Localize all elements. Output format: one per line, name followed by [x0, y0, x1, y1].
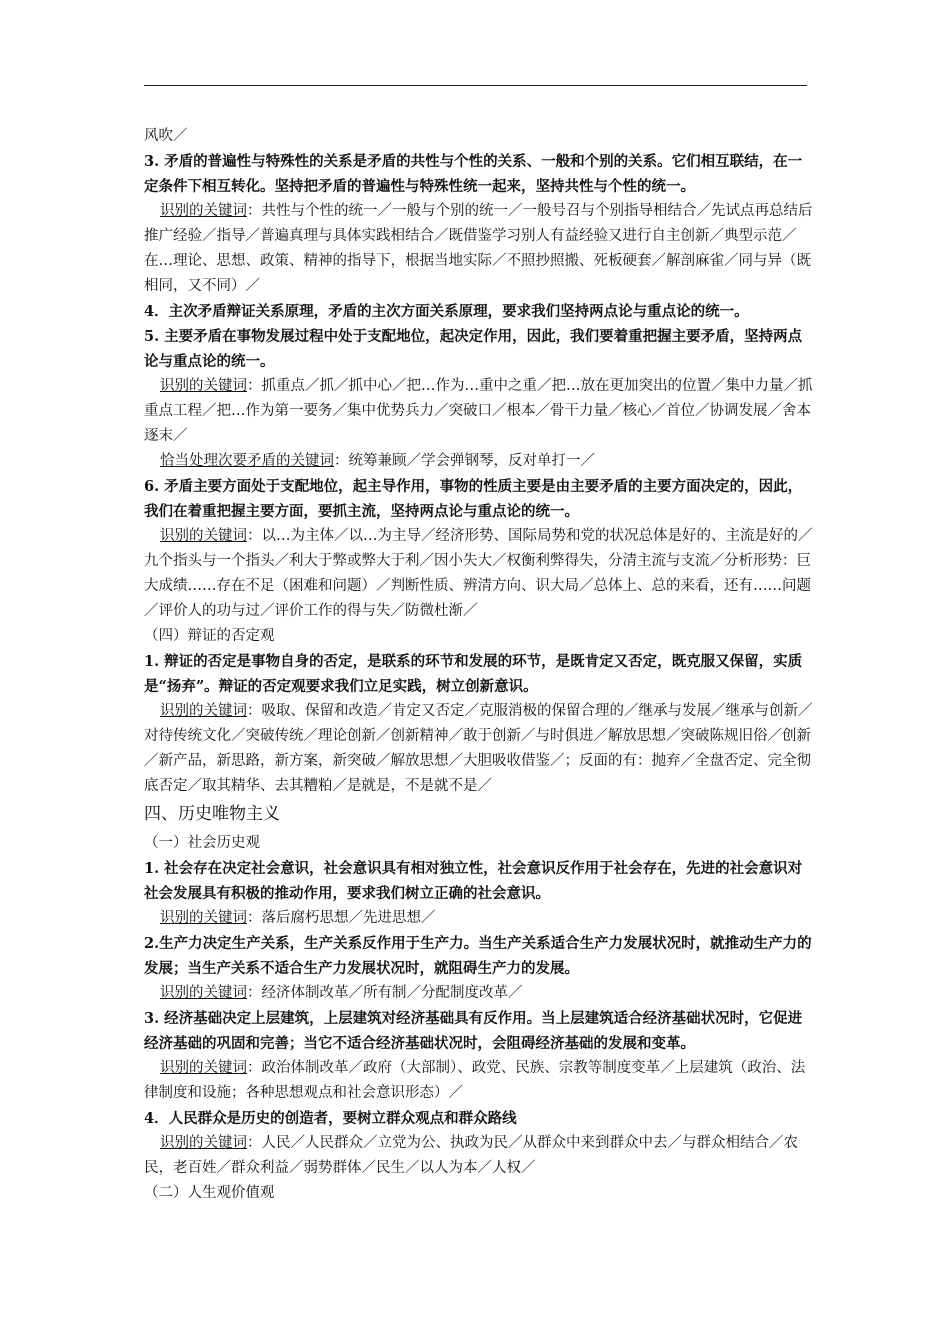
keyword-list: ：统筹兼顾／学会弹钢琴，反对单打一／ [334, 453, 595, 469]
principle-paragraph: 4．人民群众是历史的创造者，要树立群众观点和群众路线 [144, 1110, 517, 1127]
keyword-paragraph [144, 374, 816, 449]
keyword-paragraph [144, 1131, 816, 1181]
principle-paragraph: 2.生产力决定生产关系，生产关系反作用于生产力。当生产关系适合生产力发展状况时，就推动生产力的发展；当生产关系不适合生产力发展状况时，就阻碍生产力的发展。 [144, 935, 812, 977]
keyword-list: ：人民／人民群众／立党为公、执政为民／从群众中来到群众中去／与群众相结合／农民，老百姓／群众利益／弱势群体／民生／以人为本／人权／ [144, 1135, 798, 1176]
principle-paragraph: 6. 矛盾主要方面处于支配地位，起主导作用，事物的性质主要是由主要矛盾的主要方面决定的，因此，我们在着重把握主要方面，要抓主流，坚持两点论与重点论的统一。 [144, 478, 803, 520]
keyword-list: ：抓重点／抓／抓中心／把…作为…重中之重／把…放在更加突出的位置／集中力量／抓重点工程／把…作为第一要务／集中优势兵力／突破口／根本／骨干力量／核心／首位／协调发展／舍本逐末／ [144, 378, 813, 444]
keyword-label: 识别的关键词 [160, 203, 247, 219]
keyword-list: ：吸取、保留和改造／肯定又否定／克服消极的保留合理的／继承与发展／继承与创新／对待传统文化／突破传统／理论创新／创新精神／敢于创新／与时俱进／解放思想／突破陈规旧俗／创新／新产品，新思路，新方案，新突破／解放思想／大胆吸收借鉴／；反面的有：抛弃／全盘否定、完全彻底否定／取其精华、去其糟粕／是就是，不是就不是／ [144, 703, 813, 794]
principle-paragraph: 4．主次矛盾辩证关系原理，矛盾的主次方面关系原理，要求我们坚持两点论与重点论的统一。 [144, 303, 749, 320]
keyword-list: ：共性与个性的统一／一般与个别的统一／一般号召与个别指导相结合／先试点再总结后推广经验／指导／普遍真理与具体实践相结合／既借鉴学习别人有益经验又进行自主创新／典型示范／在…理论、思想、政策、精神的指导下，根据当地实际／不照抄照搬、死板硬套／解剖麻雀／同与异（既相同，又不同）／ [144, 203, 813, 294]
keyword-paragraph [144, 199, 816, 299]
principle-paragraph: 1. 辩证的否定是事物自身的否定，是联系的环节和发展的环节，是既肯定又否定，既克服又保留，实质是“扬弃”。辩证的否定观要求我们立足实践，树立创新意识。 [144, 653, 803, 695]
keyword-label: 识别的关键词 [160, 985, 247, 1001]
keyword-label: 识别的关键词 [160, 1060, 247, 1076]
keyword-list: ：落后腐朽思想／先进思想／ [247, 910, 436, 926]
principle-paragraph: 5. 主要矛盾在事物发展过程中处于支配地位，起决定作用，因此，我们要着重把握主要矛盾，坚持两点论与重点论的统一。 [144, 328, 803, 370]
keyword-label: 识别的关键词 [160, 378, 247, 394]
keyword-paragraph [144, 1056, 816, 1106]
section-heading: （一）社会历史观 [144, 835, 260, 851]
keyword-paragraph [144, 699, 816, 799]
keyword-paragraph [144, 449, 816, 474]
text-paragraph: 风吹／ [144, 128, 188, 144]
keyword-label: 识别的关键词 [160, 703, 247, 719]
keyword-paragraph [144, 981, 816, 1006]
keyword-list: ：以…为主体／以…为主导／经济形势、国际局势和党的状况总体是好的、主流是好的／九个指头与一个指头／利大于弊或弊大于利／因小失大／权衡利弊得失，分清主流与支流／分析形势：巨大成绩……存在不足（困难和问题）／判断性质、辨清方向、识大局／总体上、总的来看，还有……问题／评价人的功与过／评价工作的得与失／防微杜渐／ [144, 528, 813, 619]
chapter-heading: 四、历史唯物主义 [144, 804, 280, 824]
keyword-label: 识别的关键词 [160, 1135, 247, 1151]
header-rule [144, 85, 807, 86]
keyword-label: 识别的关键词 [160, 910, 247, 926]
keyword-paragraph [144, 524, 816, 624]
keyword-paragraph [144, 906, 816, 931]
keyword-list: ：经济体制改革／所有制／分配制度改革／ [247, 985, 523, 1001]
document-body [144, 124, 816, 1206]
principle-paragraph: 3. 经济基础决定上层建筑，上层建筑对经济基础具有反作用。当上层建筑适合经济基础状况时，它促进经济基础的巩固和完善；当它不适合经济基础状况时，会阻碍经济基础的发展和变革。 [144, 1010, 803, 1052]
principle-paragraph: 1. 社会存在决定社会意识，社会意识具有相对独立性，社会意识反作用于社会存在，先进的社会意识对社会发展具有积极的推动作用，要求我们树立正确的社会意识。 [144, 860, 803, 902]
section-heading: （四）辩证的否定观 [144, 628, 275, 644]
section-heading: （二）人生观价值观 [144, 1185, 275, 1201]
keyword-list: ：政治体制改革／政府（大部制）、政党、民族、宗教等制度变革／上层建筑（政治、法律制度和设施；各种思想观点和社会意识形态）／ [144, 1060, 806, 1101]
keyword-label: 识别的关键词 [160, 528, 247, 544]
principle-paragraph: 3. 矛盾的普遍性与特殊性的关系是矛盾的共性与个性的关系、一般和个别的关系。它们相互联结，在一定条件下相互转化。坚持把矛盾的普遍性与特殊性统一起来，坚持共性与个性的统一。 [144, 153, 803, 195]
keyword-label: 恰当处理次要矛盾的关键词 [160, 453, 334, 469]
